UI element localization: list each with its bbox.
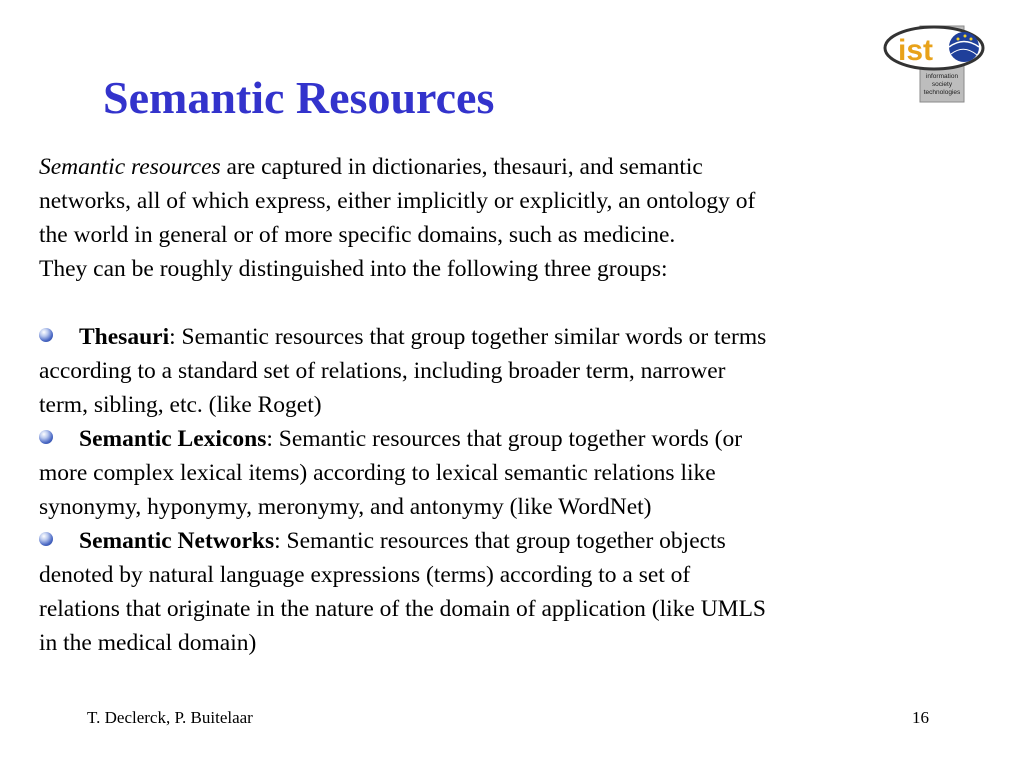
bullet-icon [39, 430, 53, 444]
page-number: 16 [912, 708, 929, 727]
bullet-text: : Semantic resources that group together similar words or terms [169, 324, 767, 350]
slide-body [39, 150, 939, 660]
footer-authors: T. Declerck, P. Buitelaar [87, 708, 253, 727]
slide-title: Semantic Resources [103, 72, 495, 123]
bullet-text: relations that originate in the nature of the domain of application (like UMLS [39, 596, 766, 622]
bullet-icon [39, 328, 53, 342]
spacer [39, 286, 939, 320]
bullet-item-semantic-networks [39, 524, 939, 660]
ist-logo [882, 24, 990, 104]
intro-line: networks, all of which express, either implicitly or explicitly, an ontology of [39, 188, 756, 214]
logo-subtitle-3: technologies [923, 89, 961, 96]
bullet-text: : Semantic resources that group together words (or [266, 426, 743, 452]
svg-text:ist: ist [898, 34, 934, 67]
intro-line [39, 150, 939, 184]
intro-line: the world in general or of more specific domains, such as medicine. [39, 222, 676, 248]
bullet-text: more complex lexical items) according to lexical semantic relations like [39, 460, 716, 486]
logo-subtitle-2: society [931, 81, 953, 88]
bullet-item-semantic-lexicons [39, 422, 939, 524]
intro-text: are captured in dictionaries, thesauri, and semantic [220, 154, 703, 180]
bullet-icon [39, 532, 53, 546]
bullet-term: Semantic Networks [79, 528, 275, 554]
logo-subtitle-1: information [925, 73, 959, 80]
intro-emphasis: Semantic resources [39, 154, 221, 180]
intro-line: They can be roughly distinguished into the following three groups: [39, 256, 668, 282]
bullet-text: according to a standard set of relations, including broader term, narrower [39, 358, 726, 384]
bullet-text: synonymy, hyponymy, meronymy, and antonymy (like WordNet) [39, 494, 652, 520]
bullet-term: Thesauri [79, 324, 170, 350]
bullet-term: Semantic Lexicons [79, 426, 267, 452]
ist-logo-icon [882, 24, 990, 104]
bullet-text: in the medical domain) [39, 630, 257, 656]
bullet-text: denoted by natural language expressions (terms) according to a set of [39, 562, 691, 588]
bullet-text: : Semantic resources that group together objects [274, 528, 726, 554]
bullet-text: term, sibling, etc. (like Roget) [39, 392, 322, 418]
bullet-item-thesauri [39, 320, 939, 422]
